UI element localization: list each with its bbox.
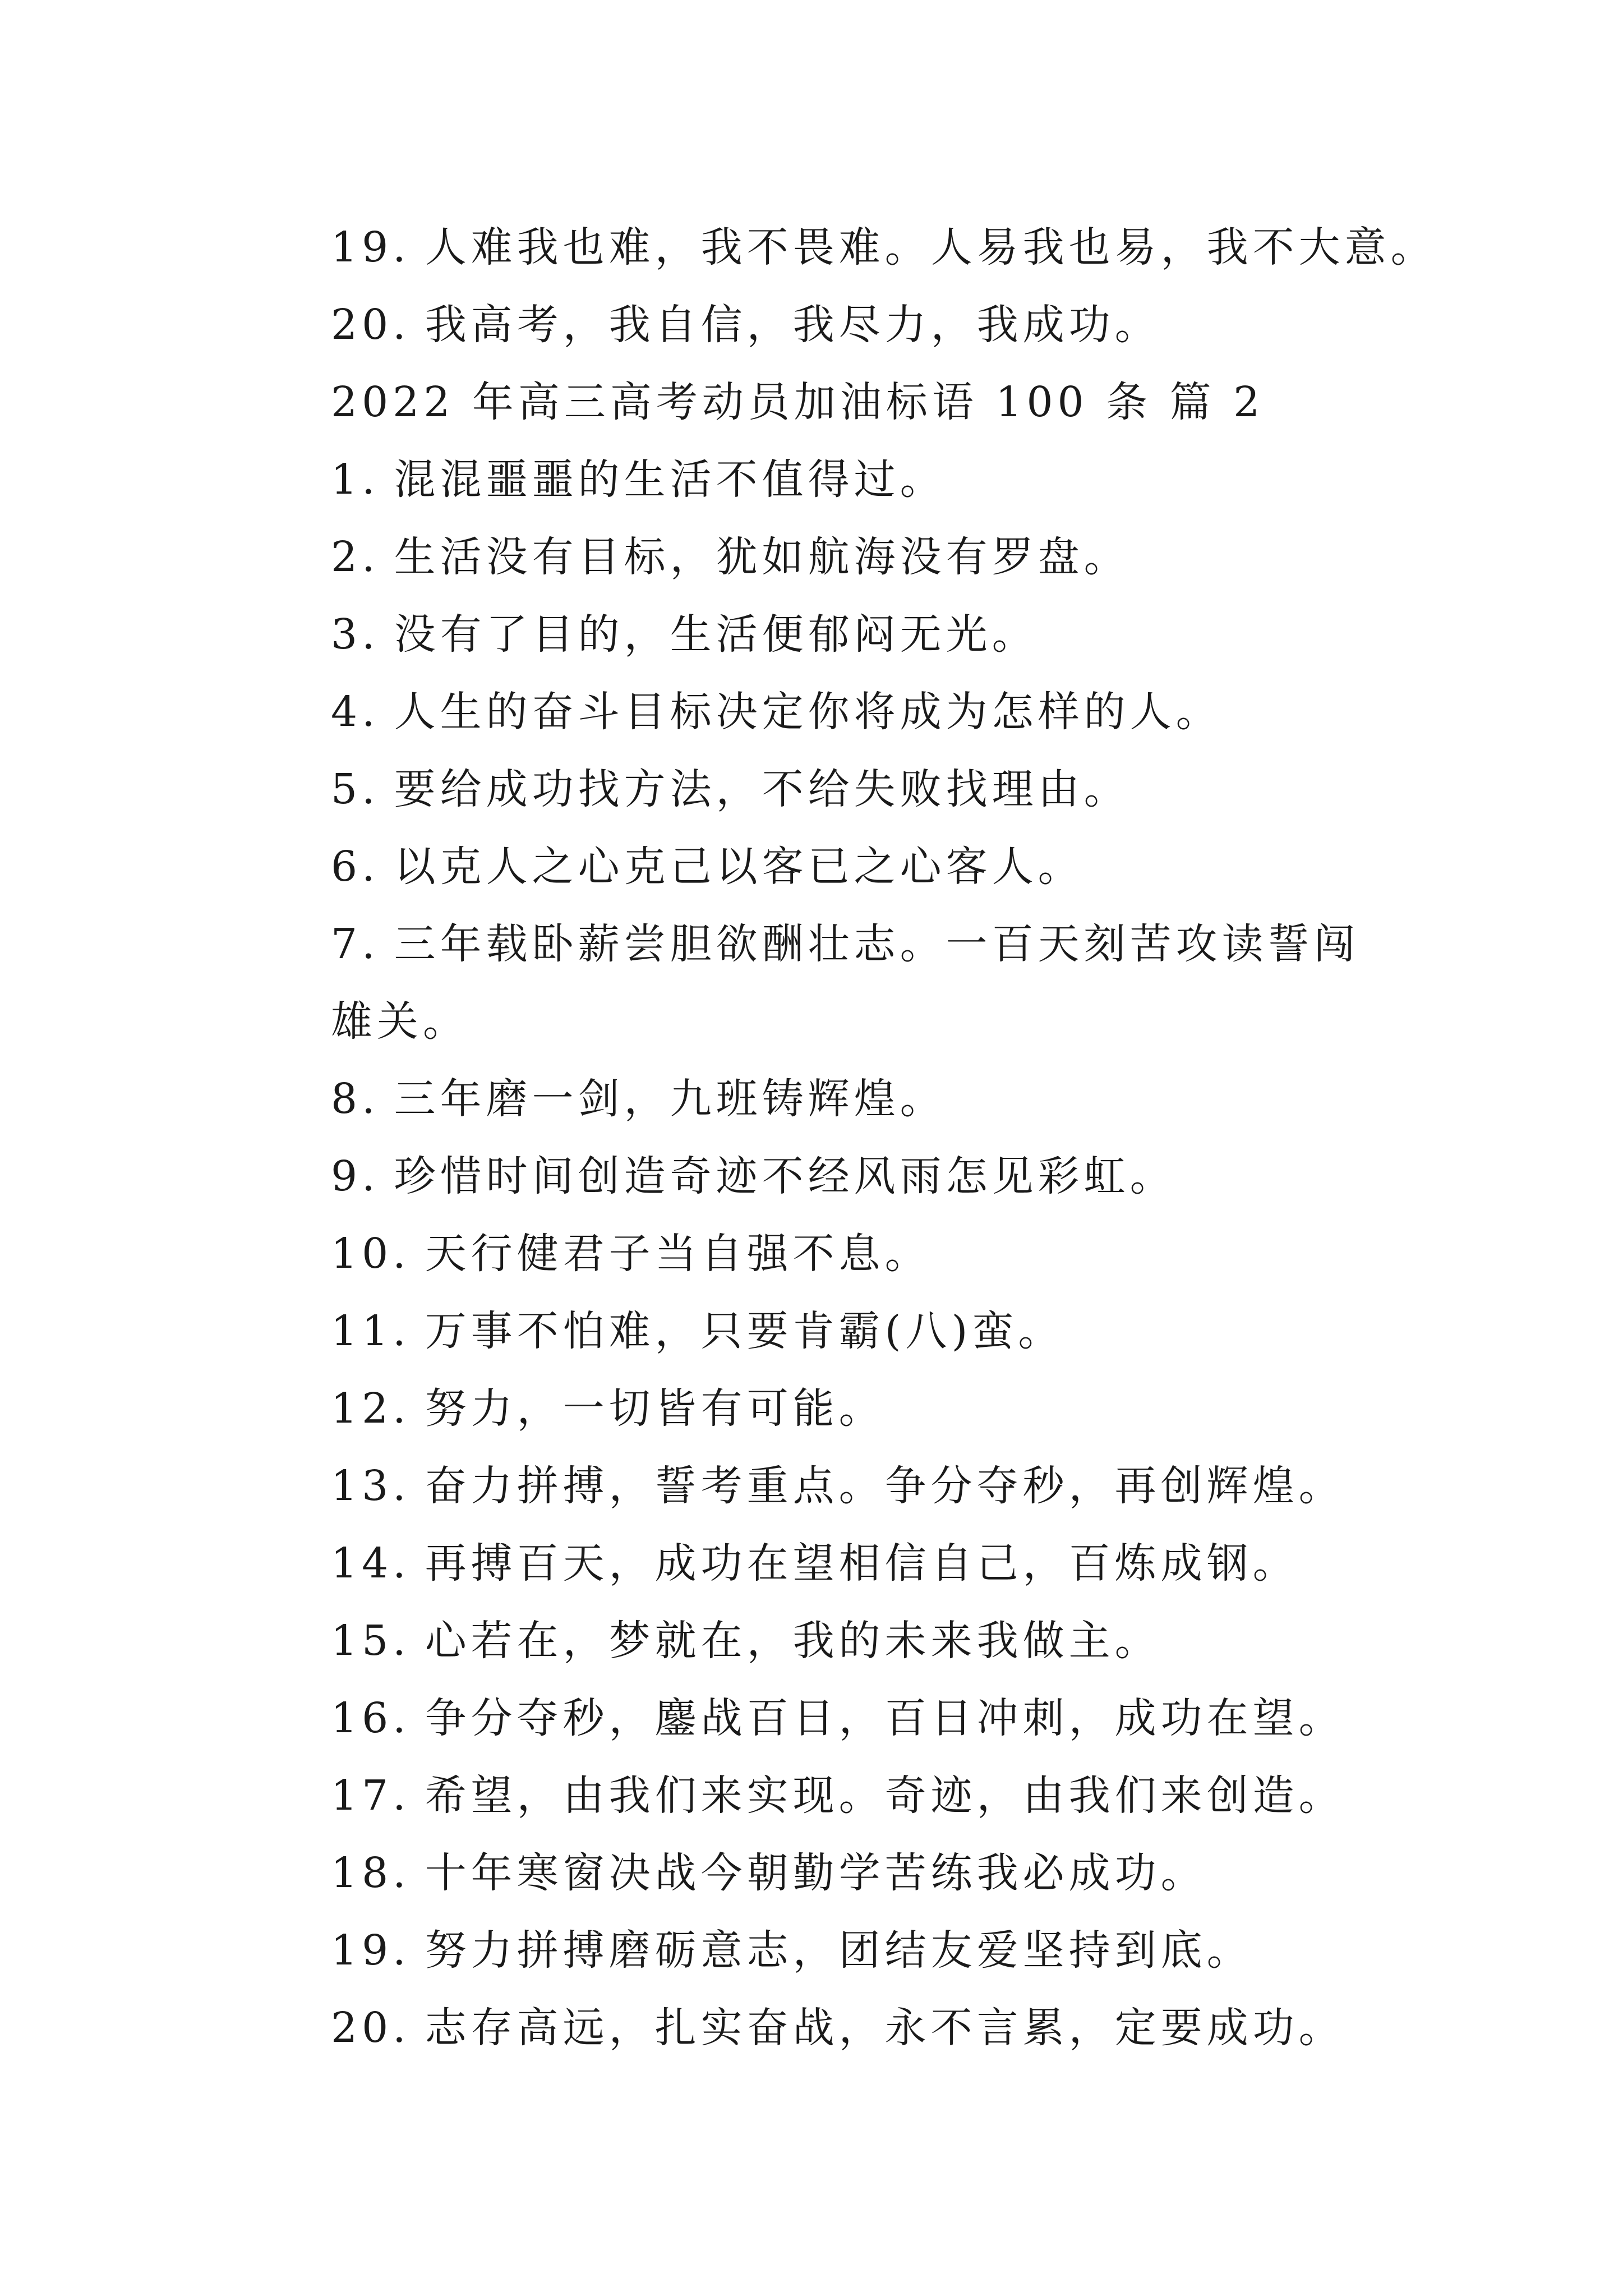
list-item xyxy=(247,1215,1402,1292)
item-number: 8. xyxy=(331,1075,380,1123)
item-text: 混混噩噩的生活不值得过。 xyxy=(394,455,946,504)
list-item xyxy=(247,441,1402,518)
item-text: 三年磨一剑，九班铸辉煌。 xyxy=(394,1075,946,1123)
item-text: 要给成功找方法，不给失败找理由。 xyxy=(394,765,1130,813)
document-body xyxy=(247,209,1437,2067)
item-text: 努力拼搏磨砺意志，团结友爱坚持到底。 xyxy=(425,1926,1253,1975)
list-item xyxy=(247,286,1402,364)
item-text: 珍惜时间创造奇迹不经风雨怎见彩虹。 xyxy=(394,1152,1176,1200)
list-item xyxy=(247,1447,1402,1525)
list-item xyxy=(247,1138,1402,1215)
list-item xyxy=(247,1370,1402,1447)
item-text: 人生的奋斗目标决定你将成为怎样的人。 xyxy=(394,688,1222,736)
item-text: 争分夺秒，鏖战百日，百日冲刺，成功在望。 xyxy=(425,1694,1345,1742)
item-number: 9. xyxy=(331,1152,380,1200)
item-text: 万事不怕难，只要肯霸(八)蛮。 xyxy=(425,1307,1064,1355)
list-item xyxy=(247,1680,1402,1757)
item-text: 生活没有目标，犹如航海没有罗盘。 xyxy=(394,533,1130,581)
item-text: 天行健君子当自强不息。 xyxy=(425,1230,931,1278)
list-item xyxy=(247,1602,1402,1680)
item-number: 10. xyxy=(331,1230,411,1278)
item-text: 以克人之心克己以客已之心客人。 xyxy=(394,843,1084,891)
item-number: 18. xyxy=(331,1849,411,1897)
list-item xyxy=(247,1060,1402,1138)
section-title: 2022 年高三高考动员加油标语 100 条 篇 2 xyxy=(331,378,1265,426)
list-item xyxy=(247,828,1402,905)
item-text: 再搏百天，成功在望相信自己，百炼成钢。 xyxy=(425,1539,1299,1588)
item-text: 努力，一切皆有可能。 xyxy=(425,1384,885,1433)
list-item xyxy=(247,518,1402,596)
item-number: 13. xyxy=(331,1462,411,1510)
list-item xyxy=(247,596,1402,673)
item-text: 人难我也难，我不畏难。人易我也易，我不大意。 xyxy=(425,223,1437,272)
item-number: 5. xyxy=(331,765,380,813)
item-number: 12. xyxy=(331,1384,411,1433)
item-text: 没有了目的，生活便郁闷无光。 xyxy=(394,610,1038,659)
list-item xyxy=(247,209,1437,286)
item-number: 19. xyxy=(331,223,411,272)
list-item xyxy=(247,1292,1402,1370)
list-item xyxy=(247,751,1402,828)
item-text: 心若在，梦就在，我的未来我做主。 xyxy=(425,1617,1161,1665)
list-item xyxy=(247,1525,1402,1602)
item-text: 志存高远，扎实奋战，永不言累，定要成功。 xyxy=(425,2004,1345,2052)
item-number: 6. xyxy=(331,843,380,891)
item-number: 7. xyxy=(331,920,380,968)
item-text: 希望，由我们来实现。奇迹，由我们来创造。 xyxy=(425,1772,1345,1820)
item-number: 15. xyxy=(331,1617,411,1665)
list-item xyxy=(247,1912,1402,1989)
item-number: 19. xyxy=(331,1926,411,1975)
list-item xyxy=(247,1757,1402,1834)
list-item xyxy=(247,1834,1402,1912)
item-text: 我高考，我自信，我尽力，我成功。 xyxy=(425,301,1161,349)
list-item xyxy=(247,1989,1402,2067)
item-text: 三年载卧薪尝胆欲酬壮志。一百天刻苦攻读誓闯雄关。 xyxy=(331,920,1360,1046)
item-number: 1. xyxy=(331,455,380,504)
item-number: 4. xyxy=(331,688,380,736)
item-number: 11. xyxy=(331,1307,411,1355)
item-number: 2. xyxy=(331,533,380,581)
list-item xyxy=(247,905,1402,1060)
item-number: 16. xyxy=(331,1694,411,1742)
item-number: 20. xyxy=(331,301,411,349)
item-number: 20. xyxy=(331,2004,411,2052)
item-text: 十年寒窗决战今朝勤学苦练我必成功。 xyxy=(425,1849,1207,1897)
list-item xyxy=(247,673,1402,751)
item-number: 14. xyxy=(331,1539,411,1588)
item-text: 奋力拼搏，誓考重点。争分夺秒，再创辉煌。 xyxy=(425,1462,1345,1510)
item-number: 3. xyxy=(331,610,380,659)
item-number: 17. xyxy=(331,1772,411,1820)
